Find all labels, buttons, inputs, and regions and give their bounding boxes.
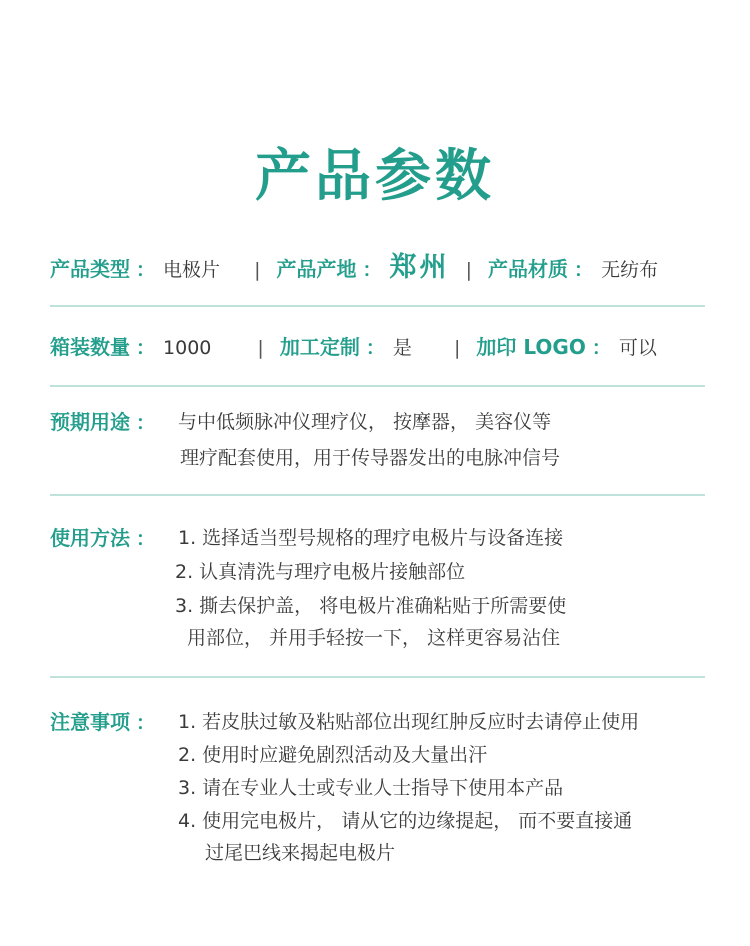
usage-label: 使用方法 xyxy=(50,526,130,550)
notes-line-3: 3. 请在专业人士或专业人士指导下使用本产品 xyxy=(178,777,564,799)
purpose-heading xyxy=(50,406,163,439)
spec-item-box-quantity xyxy=(50,337,217,359)
spec-item-material xyxy=(488,259,658,281)
spec-label: 加工定制 xyxy=(279,335,360,359)
spec-colon: ： xyxy=(136,337,156,359)
spec-item-type xyxy=(50,259,226,281)
spec-separator: | xyxy=(465,259,472,281)
purpose-line-2: 理疗配套使用，用于传导器发出的电脉冲信号 xyxy=(180,447,561,469)
spec-label: 产品材质 xyxy=(488,257,569,281)
divider xyxy=(50,494,705,496)
usage-line-1: 1. 选择适当型号规格的理疗电极片与设备连接 xyxy=(178,527,564,549)
spec-value: 可以 xyxy=(618,337,657,359)
usage-line-3: 3. 撕去保护盖， 将电极片准确粘贴于所需要使 xyxy=(175,595,567,617)
spec-colon: ： xyxy=(362,259,382,281)
spec-label: 产品类型 xyxy=(50,257,130,281)
spec-colon: ： xyxy=(574,259,594,281)
purpose-colon: ： xyxy=(136,412,156,434)
spec-colon: ： xyxy=(365,337,385,359)
notes-section xyxy=(50,706,720,876)
spec-separator: | xyxy=(453,337,461,359)
spec-item-logo xyxy=(476,337,656,359)
notes-line-2: 2. 使用时应避免剧烈活动及大量出汗 xyxy=(178,744,488,766)
spec-value: 是 xyxy=(392,337,412,359)
spec-item-origin xyxy=(276,252,456,283)
divider xyxy=(50,305,705,307)
spec-value: 无纺布 xyxy=(601,259,659,281)
spec-value-highlight: 郑州 xyxy=(389,252,450,283)
spec-separator: | xyxy=(254,259,261,281)
usage-line-2: 2. 认真清洗与理疗电极片接触部位 xyxy=(175,561,466,583)
spec-label: 加印 LOGO xyxy=(476,335,586,359)
page-title: 产品参数 xyxy=(255,144,495,209)
usage-line-4: 用部位， 并用手轻按一下， 这样更容易沾住 xyxy=(187,627,561,649)
usage-colon: ： xyxy=(136,528,156,550)
usage-heading xyxy=(50,522,163,555)
divider xyxy=(50,385,705,387)
spec-separator: | xyxy=(257,337,264,359)
purpose-line-1: 与中低频脉冲仪理疗仪， 按摩器， 美容仪等 xyxy=(178,411,552,433)
spec-value: 电极片 xyxy=(163,259,221,281)
divider xyxy=(50,676,705,678)
notes-heading xyxy=(50,706,163,739)
notes-line-5: 过尾巴线来揭起电极片 xyxy=(205,842,396,864)
usage-section xyxy=(50,522,720,652)
spec-label: 箱装数量 xyxy=(50,335,130,359)
spec-colon: ： xyxy=(136,259,156,281)
purpose-section xyxy=(50,406,720,476)
spec-row-2 xyxy=(50,331,710,364)
spec-label: 产品产地 xyxy=(276,257,357,281)
notes-label: 注意事项 xyxy=(50,710,130,734)
spec-row-1 xyxy=(50,252,710,286)
spec-item-customization xyxy=(280,337,418,359)
notes-line-1: 1. 若皮肤过敏及粘贴部位出现红肿反应时去请停止使用 xyxy=(178,711,640,733)
purpose-label: 预期用途 xyxy=(50,410,130,434)
spec-value: 1000 xyxy=(163,337,212,359)
notes-line-4: 4. 使用完电极片， 请从它的边缘提起， 而不要直接通 xyxy=(178,810,633,832)
notes-colon: ： xyxy=(136,712,156,734)
spec-colon: ： xyxy=(591,337,611,359)
